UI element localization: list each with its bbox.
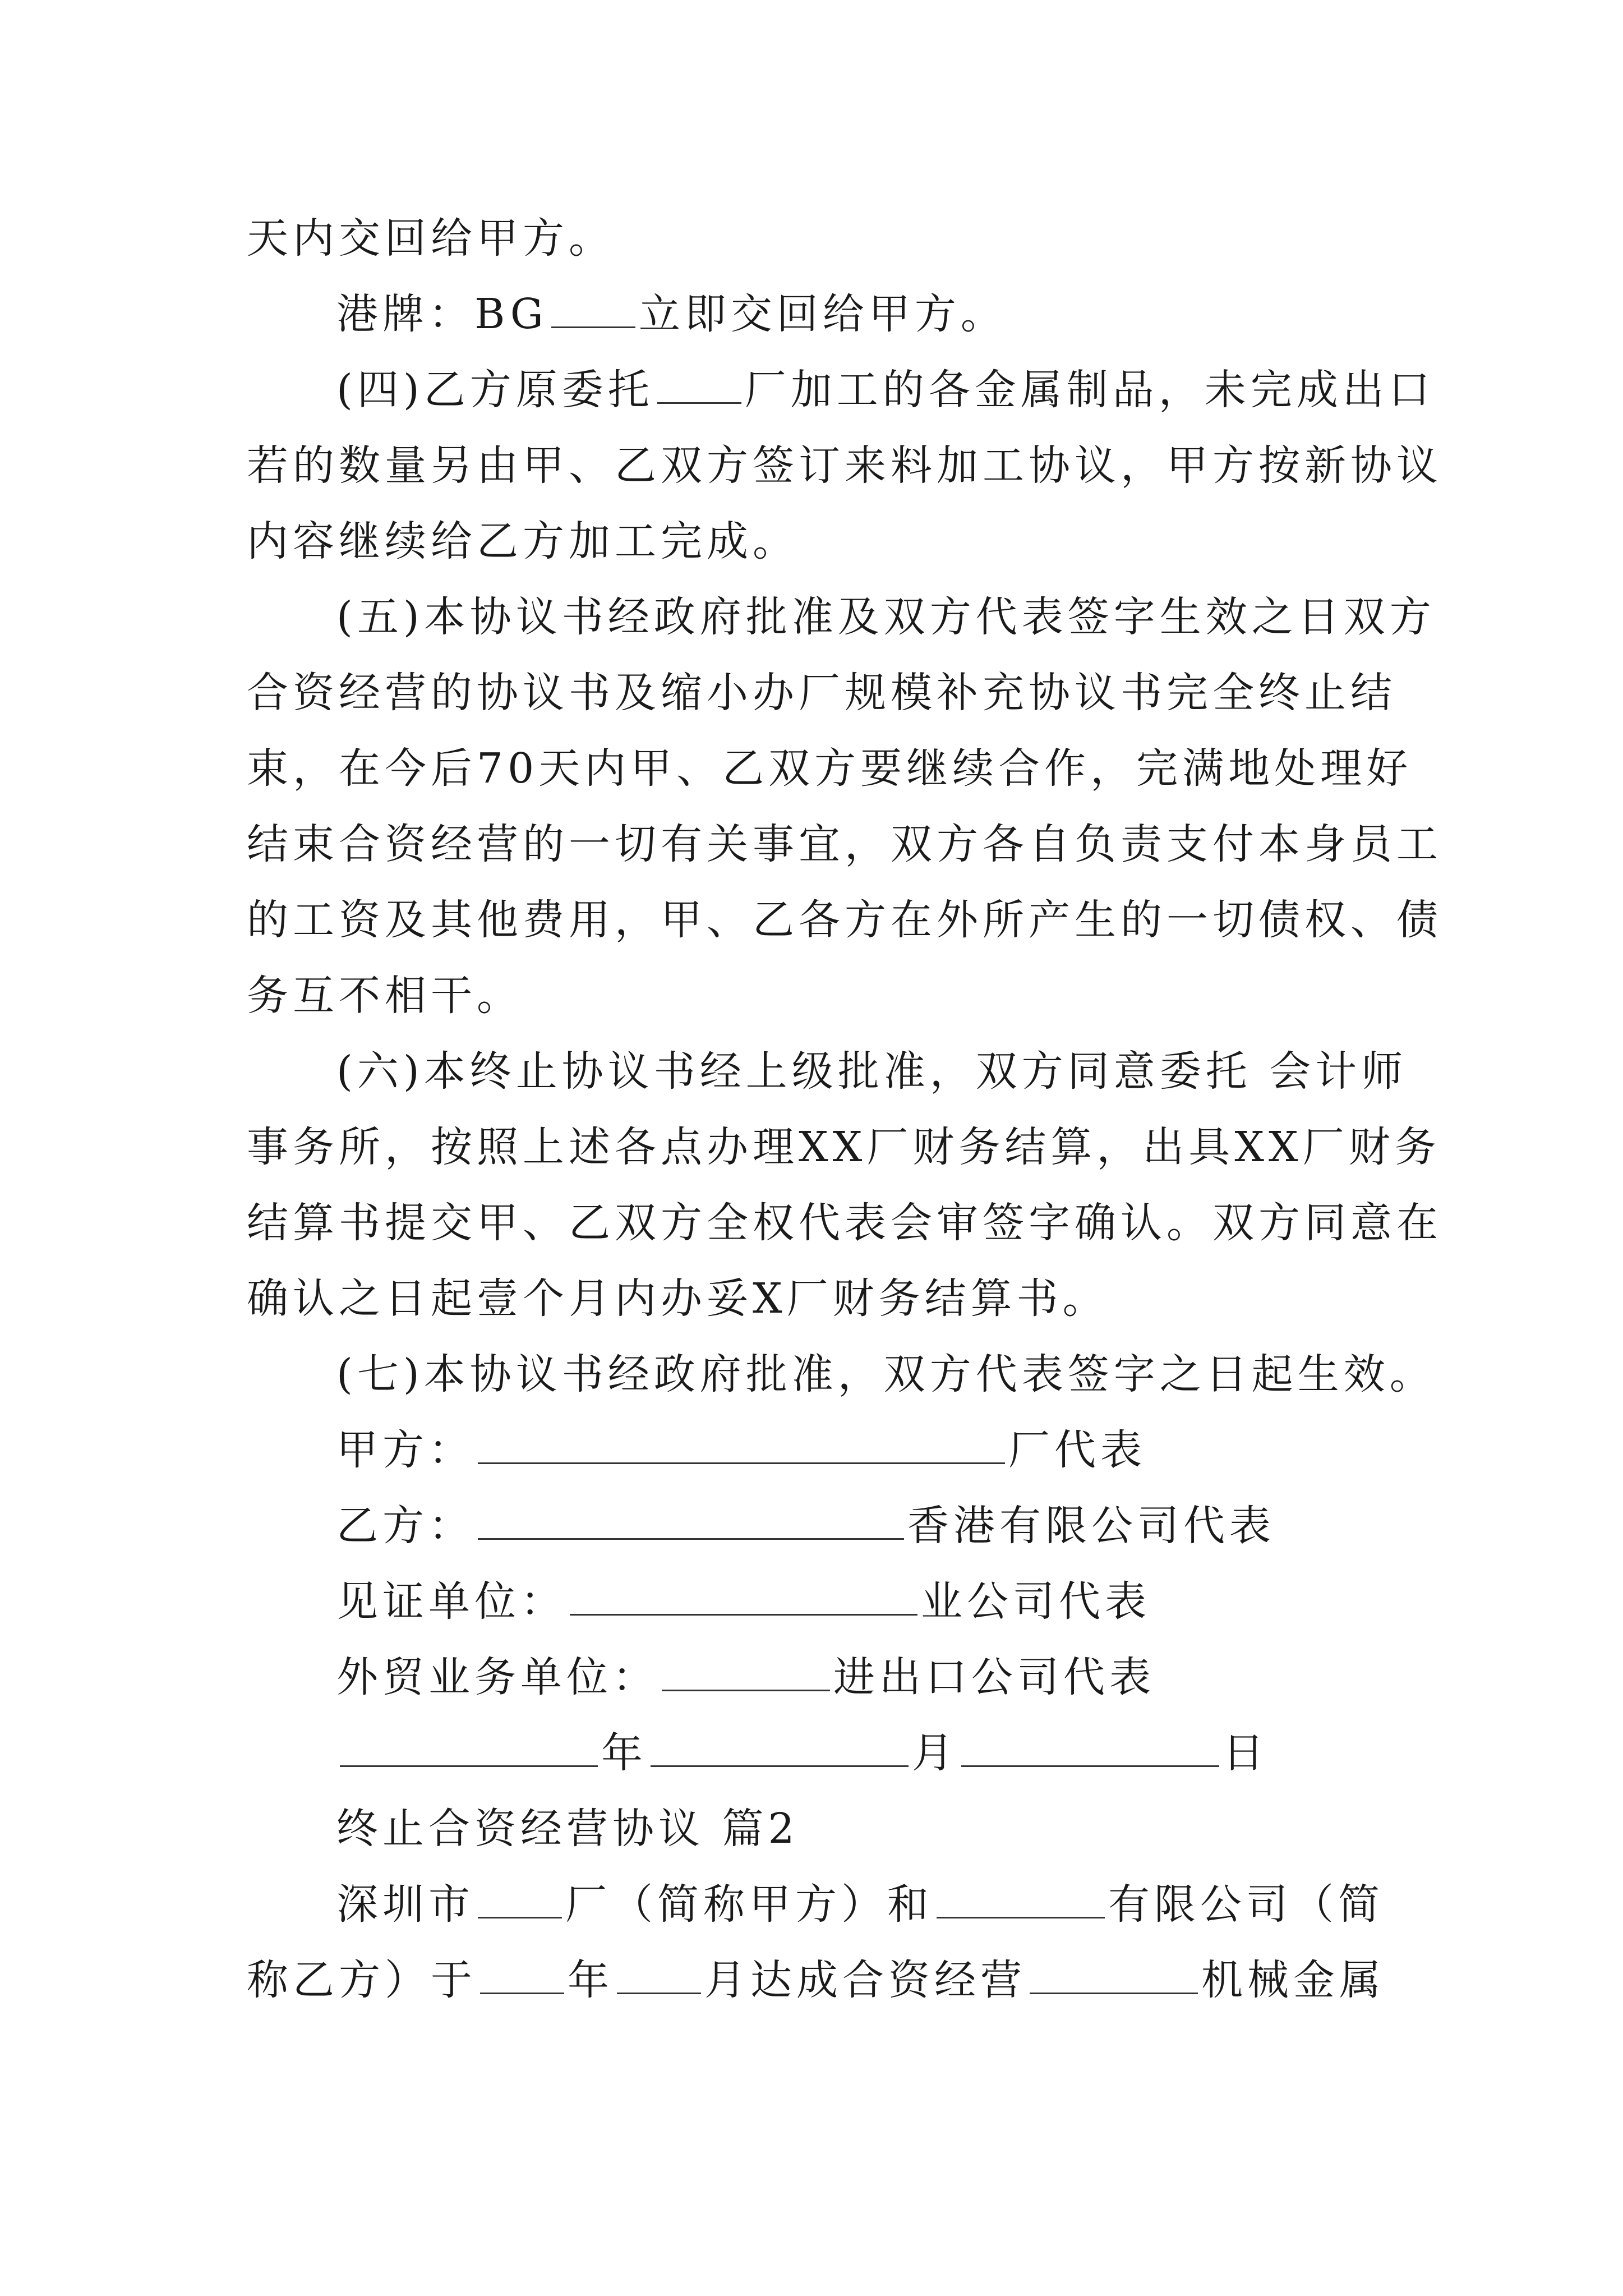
text: 合资经营的协议书及缩小办厂规模补充协议书完全终止结 bbox=[247, 669, 1396, 717]
label: 进出口公司代表 bbox=[833, 1653, 1155, 1701]
paragraph-line bbox=[247, 1952, 1391, 2008]
text: 结束合资经营的一切有关事宜，双方各自负责支付本身员工 bbox=[247, 820, 1442, 868]
text: 有限公司（简 bbox=[1108, 1880, 1384, 1929]
text: 内容继续给乙方加工完成。 bbox=[247, 517, 799, 565]
label: 业公司代表 bbox=[921, 1577, 1151, 1626]
paragraph-line bbox=[247, 1119, 1441, 1175]
text: 事务所，按照上述各点办理XX厂财务结算，出具XX厂财务 bbox=[247, 1123, 1441, 1171]
text: 港牌：BG bbox=[336, 290, 548, 338]
label: 年 bbox=[601, 1729, 647, 1777]
paragraph-line bbox=[247, 968, 1391, 1024]
text: (七)本协议书经政府批准，双方代表签字之日起生效。 bbox=[336, 1350, 1436, 1398]
text: 束，在今后70天内甲、乙双方要继续合作，完满地处理好 bbox=[247, 744, 1413, 793]
blank-field bbox=[961, 1727, 1219, 1767]
paragraph-line bbox=[336, 1043, 1481, 1099]
paragraph-line bbox=[247, 892, 1442, 948]
label: 见证单位： bbox=[336, 1577, 566, 1626]
blank-field bbox=[480, 1954, 564, 1994]
paragraph-line bbox=[247, 438, 1442, 494]
paragraph-line bbox=[247, 1195, 1442, 1251]
text: (四)乙方原委托 bbox=[336, 366, 654, 414]
blank-field bbox=[657, 364, 741, 404]
text: 立即交回给甲方。 bbox=[638, 290, 1007, 338]
text: 厂加工的各金属制品，未完成出口 bbox=[744, 366, 1435, 414]
blank-field bbox=[570, 1576, 917, 1616]
blank-field bbox=[651, 1727, 909, 1767]
paragraph-line bbox=[247, 740, 1413, 797]
date-line bbox=[336, 1725, 1481, 1781]
text: 确认之日起壹个月内办妥X厂财务结算书。 bbox=[247, 1274, 1109, 1323]
blank-field bbox=[937, 1879, 1105, 1918]
text: (五)本协议书经政府批准及双方代表签字生效之日双方 bbox=[336, 593, 1436, 641]
text: 称乙方）于 bbox=[247, 1956, 477, 2004]
paragraph-line bbox=[247, 1271, 1391, 1327]
label: 外贸业务单位： bbox=[336, 1653, 658, 1701]
signature-party-a bbox=[336, 1422, 1481, 1478]
paragraph-line bbox=[336, 1346, 1481, 1402]
blank-field bbox=[478, 1500, 904, 1540]
label: 日 bbox=[1223, 1729, 1269, 1777]
paragraph-line bbox=[247, 816, 1442, 872]
paragraph-line bbox=[247, 665, 1396, 721]
text: 的工资及其他费用，甲、乙各方在外所产生的一切债权、债 bbox=[247, 896, 1442, 944]
label: 甲方： bbox=[336, 1426, 474, 1474]
paragraph-line bbox=[336, 286, 1481, 342]
text: 天内交回给甲方。 bbox=[247, 214, 615, 263]
blank-field bbox=[662, 1651, 830, 1691]
label: 乙方： bbox=[336, 1502, 474, 1550]
text: 若的数量另由甲、乙双方签订来料加工协议，甲方按新协议 bbox=[247, 441, 1442, 490]
blank-field bbox=[478, 1879, 562, 1918]
paragraph-line bbox=[336, 362, 1481, 418]
text: 机械金属 bbox=[1201, 1956, 1385, 2004]
label: 月 bbox=[912, 1729, 958, 1777]
text: 厂（简称甲方）和 bbox=[565, 1880, 933, 1929]
paragraph-line bbox=[247, 513, 1391, 569]
paragraph-line bbox=[336, 1876, 1481, 1932]
signature-party-b bbox=[336, 1498, 1481, 1554]
signature-foreign-trade bbox=[336, 1649, 1481, 1705]
blank-field bbox=[1030, 1954, 1198, 1994]
text: 月达成合资经营 bbox=[704, 1956, 1026, 2004]
label: 香港有限公司代表 bbox=[907, 1502, 1275, 1550]
paragraph-line bbox=[247, 210, 1391, 266]
heading-text: 终止合资经营协议 篇2 bbox=[336, 1805, 799, 1853]
blank-field bbox=[340, 1727, 598, 1767]
paragraph-line bbox=[336, 589, 1481, 645]
text: 结算书提交甲、乙双方全权代表会审签字确认。双方同意在 bbox=[247, 1199, 1442, 1247]
text: 年 bbox=[568, 1956, 614, 2004]
text: (六)本终止协议书经上级批准，双方同意委托 会计师 bbox=[336, 1047, 1408, 1096]
signature-witness bbox=[336, 1573, 1481, 1630]
blank-field bbox=[617, 1954, 701, 1994]
label: 厂代表 bbox=[1008, 1426, 1146, 1474]
text: 务互不相干。 bbox=[247, 972, 523, 1020]
section-heading bbox=[336, 1801, 1481, 1857]
text: 深圳市 bbox=[336, 1880, 474, 1929]
blank-field bbox=[551, 288, 635, 328]
blank-field bbox=[478, 1424, 1005, 1464]
